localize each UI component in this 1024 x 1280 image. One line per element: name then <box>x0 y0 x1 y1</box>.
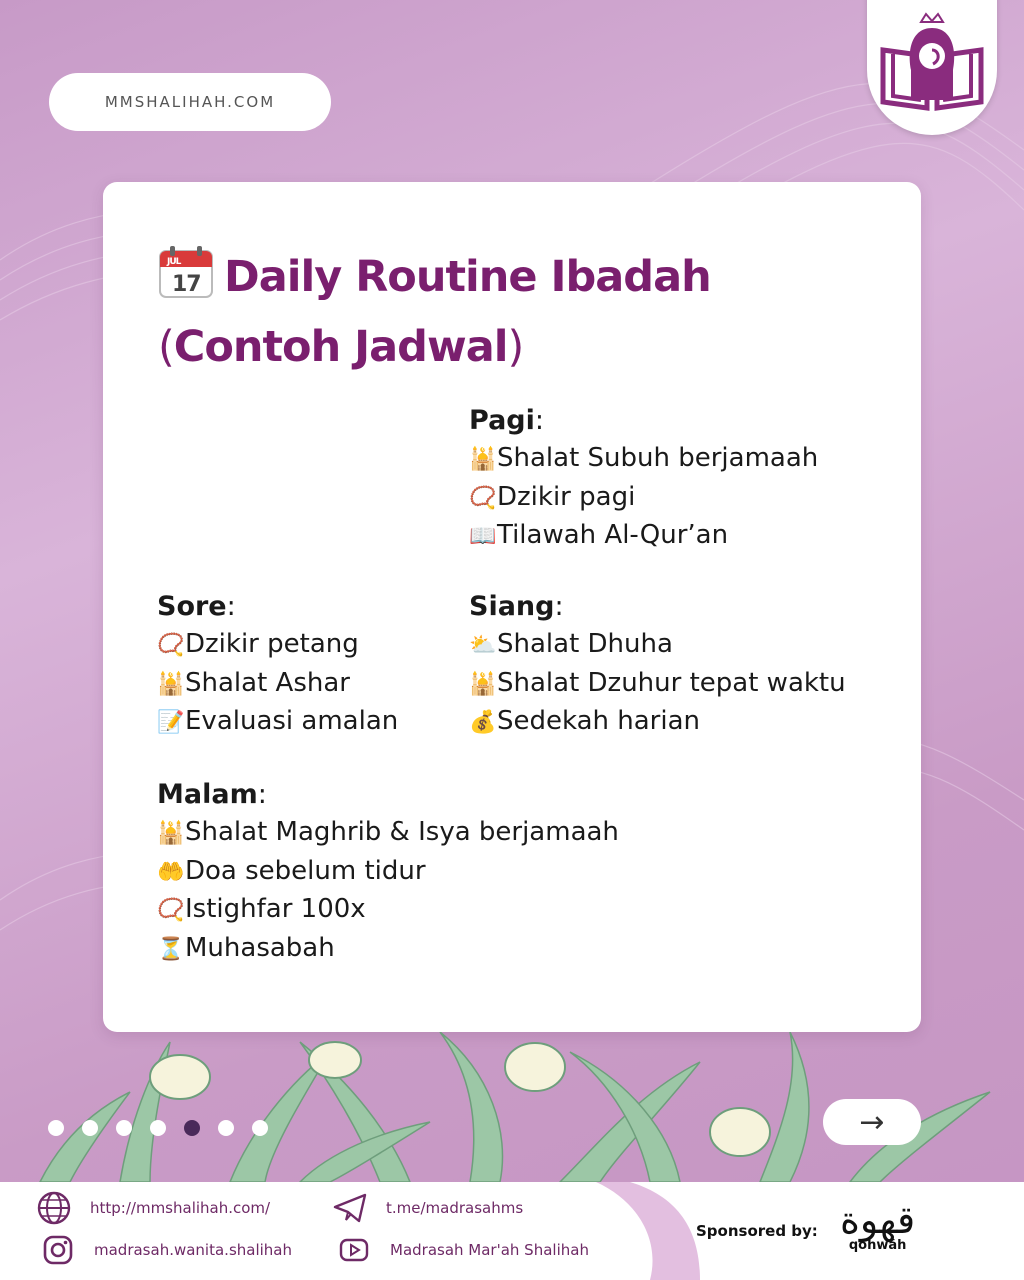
list-item: ⛅Shalat Dhuha <box>469 626 846 665</box>
title-line-2: Contoh Jadwal <box>173 322 508 372</box>
carousel-dot[interactable] <box>82 1120 98 1136</box>
madrasah-logo <box>867 0 997 135</box>
title-open-paren: ( <box>158 322 174 372</box>
svg-text:JUL: JUL <box>167 257 181 267</box>
open-book-icon: 📖 <box>469 524 497 550</box>
prayer-beads-icon: 📿 <box>157 898 185 924</box>
section-heading: Pagi: <box>469 405 544 436</box>
title-close-paren: ) <box>507 322 524 372</box>
telegram-link[interactable]: t.me/madrasahms <box>332 1190 523 1226</box>
mosque-icon: 🕌 <box>157 671 185 697</box>
hourglass-icon: ⏳ <box>157 936 185 962</box>
list-item: 📿Istighfar 100x <box>157 891 619 930</box>
prayer-beads-icon: 📿 <box>469 485 497 511</box>
section-siang <box>469 588 846 742</box>
site-url-pill[interactable]: MMSHALIHAH.COM <box>49 73 331 131</box>
website-link[interactable]: http://mmshalihah.com/ <box>36 1190 270 1226</box>
youtube-link[interactable]: Madrasah Mar'ah Shalihah <box>336 1232 589 1268</box>
list-item: 🕌Shalat Subuh berjamaah <box>469 440 818 479</box>
youtube-icon <box>336 1232 372 1268</box>
mosque-icon: 🕌 <box>469 671 497 697</box>
svg-text:17: 17 <box>172 272 201 297</box>
mosque-icon: 🕌 <box>157 821 185 846</box>
sponsor-logo-qohwah <box>840 1200 915 1253</box>
footer-bar <box>0 1182 1024 1280</box>
list-item: 🤲Doa sebelum tidur <box>157 853 619 892</box>
next-slide-button[interactable] <box>823 1099 921 1145</box>
list-item: 📿Dzikir pagi <box>469 479 818 518</box>
list-item: 📝Evaluasi amalan <box>157 703 398 742</box>
carousel-dot[interactable] <box>252 1120 268 1136</box>
page-title <box>158 242 878 382</box>
mosque-icon: 🕌 <box>469 447 497 472</box>
list-item: 📿Dzikir petang <box>157 626 398 665</box>
money-bag-icon: 💰 <box>469 710 497 736</box>
title-line-1: Daily Routine Ibadah <box>224 252 711 302</box>
section-heading: Siang: <box>469 591 564 622</box>
carousel-dots <box>48 1120 268 1136</box>
sponsor-arabic-wordmark: قهوة <box>840 1198 916 1242</box>
carousel-dot[interactable] <box>116 1120 132 1136</box>
section-heading: Sore: <box>157 591 236 622</box>
carousel-dot[interactable] <box>218 1120 234 1136</box>
praying-hands-icon: 🤲 <box>157 859 185 885</box>
sponsored-by-label: Sponsored by: <box>696 1222 818 1240</box>
section-sore <box>157 588 398 742</box>
book-crown-logo-icon <box>877 10 987 120</box>
sun-behind-cloud-icon: ⛅ <box>469 633 497 658</box>
memo-icon: 📝 <box>157 710 185 736</box>
carousel-dot[interactable] <box>150 1120 166 1136</box>
instagram-link[interactable]: madrasah.wanita.shalihah <box>40 1232 292 1268</box>
list-item: ⏳Muhasabah <box>157 930 619 969</box>
prayer-beads-icon: 📿 <box>157 633 185 658</box>
carousel-dot[interactable] <box>48 1120 64 1136</box>
section-pagi <box>469 402 818 556</box>
sponsor-latin-wordmark: qohwāh <box>848 1238 907 1253</box>
list-item: 🕌Shalat Ashar <box>157 665 398 704</box>
telegram-icon <box>332 1190 368 1226</box>
carousel-dot-active[interactable] <box>184 1120 200 1136</box>
arrow-right-icon: → <box>859 1104 885 1140</box>
section-heading: Malam: <box>157 779 267 810</box>
list-item: 📖Tilawah Al-Qur’an <box>469 517 818 556</box>
routine-card <box>103 182 921 1032</box>
list-item: 🕌Shalat Maghrib & Isya berjamaah <box>157 814 619 853</box>
section-malam <box>157 776 619 968</box>
list-item: 💰Sedekah harian <box>469 703 846 742</box>
instagram-icon <box>40 1232 76 1268</box>
globe-icon <box>36 1190 72 1226</box>
list-item: 🕌Shalat Dzuhur tepat waktu <box>469 665 846 704</box>
calendar-icon <box>158 245 214 299</box>
